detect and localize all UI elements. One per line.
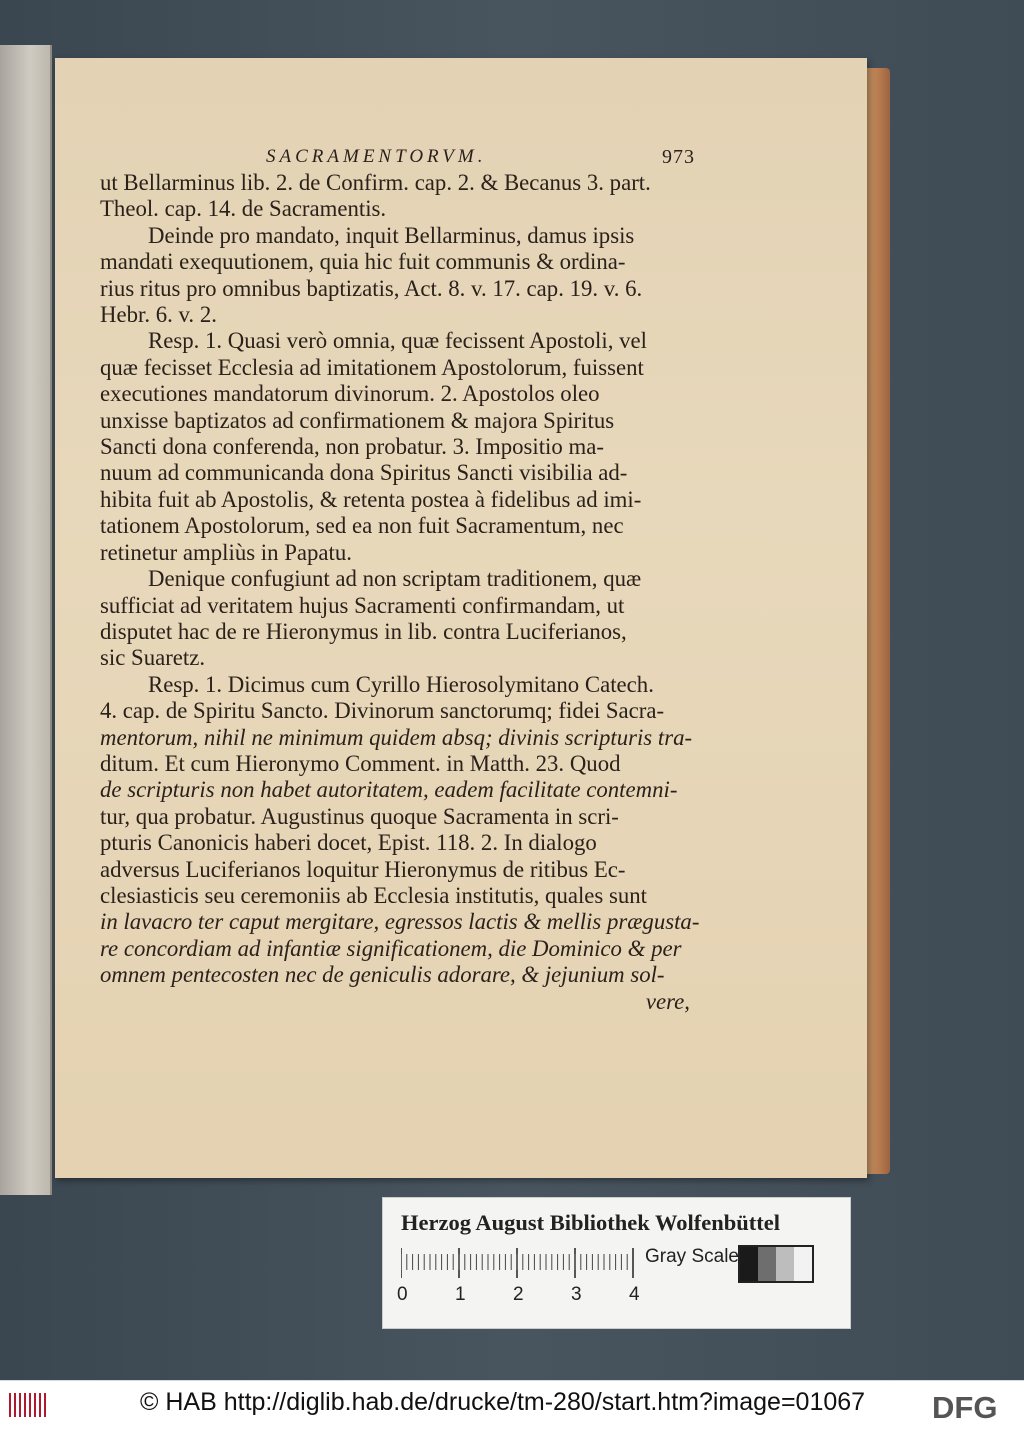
text-line: re concordiam ad infantiæ significationem, die Dominico & per [100, 935, 682, 961]
text-line: 4. cap. de Spiritu Sancto. Divinorum sanctorumq; fidei Sacra- [100, 698, 665, 724]
text-line: nuum ad communicanda dona Spiritus Sancti visibilia ad- [100, 460, 628, 486]
copyright-url: © HAB http://diglib.hab.de/drucke/tm-280/start.htm?image=01067 [140, 1388, 866, 1416]
ruler-scale [401, 1248, 641, 1278]
text-line: tur, qua probatur. Augustinus quoque Sacramenta in scri- [100, 803, 619, 829]
institution-name: Herzog August Bibliothek Wolfenbüttel [401, 1210, 780, 1235]
text-line: hibita fuit ab Apostolis, & retenta postea à fidelibus ad imi- [100, 486, 642, 512]
text-line: pturis Canonicis haberi docet, Epist. 118. 2. In dialogo [100, 830, 597, 856]
text-line: omnem pentecosten nec de geniculis adorare, & jejunium sol- [100, 962, 665, 988]
text-line: tationem Apostolorum, sed ea non fuit Sacramentum, nec [100, 513, 624, 539]
text-line: Sancti dona conferenda, non probatur. 3. Impositio ma- [100, 434, 604, 460]
dfg-logo-icon [930, 1390, 1018, 1422]
gray-scale-label: Gray Scale [645, 1246, 739, 1267]
gray-scale-swatches [738, 1245, 814, 1283]
text-line: adversus Luciferianos loquitur Hieronymus de ritibus Ec- [100, 856, 626, 882]
scale-number: 3 [571, 1284, 582, 1305]
text-line: de scripturis non habet autoritatem, eadem facilitate contemni- [100, 777, 678, 803]
running-head [266, 140, 695, 170]
hab-logo-icon [8, 1389, 48, 1421]
text-line: ut Bellarminus lib. 2. de Confirm. cap. 2. & Becanus 3. part. [100, 170, 651, 195]
text-line: unxisse baptizatos ad confirmationem & majora Spiritus [100, 407, 615, 433]
gray-swatch [740, 1247, 758, 1281]
color-calibration-bar [382, 1197, 851, 1329]
text-line: retinetur ampliùs in Papatu. [100, 539, 352, 565]
scale-number: 1 [455, 1284, 466, 1305]
text-line: executiones mandatorum divinorum. 2. Apostolos oleo [100, 381, 600, 407]
text-line: sic Suaretz. [100, 645, 206, 671]
text-line: Denique confugiunt ad non scriptam traditionem, quæ [148, 566, 642, 592]
gray-swatch [776, 1247, 794, 1281]
running-head-title: SACRAMENTORVM. [266, 145, 487, 167]
viewer-footer [0, 1380, 1024, 1430]
text-line: in lavacro ter caput mergitare, egressos lactis & mellis prægusta- [100, 909, 700, 935]
gray-swatch [758, 1247, 776, 1281]
text-line: Theol. cap. 14. de Sacramentis. [100, 196, 387, 222]
page-number: 973 [662, 145, 695, 168]
text-line: quæ fecisset Ecclesia ad imitationem Apostolorum, fuissent [100, 354, 644, 380]
text-line: Resp. 1. Dicimus cum Cyrillo Hierosolymitano Catech. [148, 671, 654, 697]
text-line: rius ritus pro omnibus baptizatis, Act. 8. v. 17. cap. 19. v. 6. [100, 275, 643, 301]
text-line: mentorum, nihil ne minimum quidem absq; divinis scripturis tra- [100, 724, 693, 750]
text-line: disputet hac de re Hieronymus in lib. contra Luciferianos, [100, 618, 627, 644]
text-line: mandati exequutionem, quia hic fuit communis & ordina- [100, 249, 626, 275]
text-line: Deinde pro mandato, inquit Bellarminus, damus ipsis [148, 222, 635, 248]
text-line: Resp. 1. Quasi verò omnia, quæ fecissent Apostoli, vel [148, 328, 647, 354]
text-line: sufficiat ad veritatem hujus Sacramenti confirmandam, ut [100, 592, 625, 618]
text-line: Hebr. 6. v. 2. [100, 302, 217, 328]
dfg-logo-text: DFG [932, 1390, 998, 1422]
text-line: clesiasticis seu ceremoniis ab Ecclesia institutis, quales sunt [100, 882, 647, 908]
scale-number: 2 [513, 1284, 524, 1305]
text-line: ditum. Et cum Hieronymo Comment. in Matth. 23. Quod [100, 750, 621, 776]
scale-number: 0 [397, 1284, 408, 1305]
scale-number: 4 [629, 1284, 640, 1305]
catchword: vere, [645, 988, 690, 1014]
previous-page-edge [0, 45, 52, 1195]
page-text [100, 140, 700, 1015]
gray-swatch [794, 1247, 812, 1281]
